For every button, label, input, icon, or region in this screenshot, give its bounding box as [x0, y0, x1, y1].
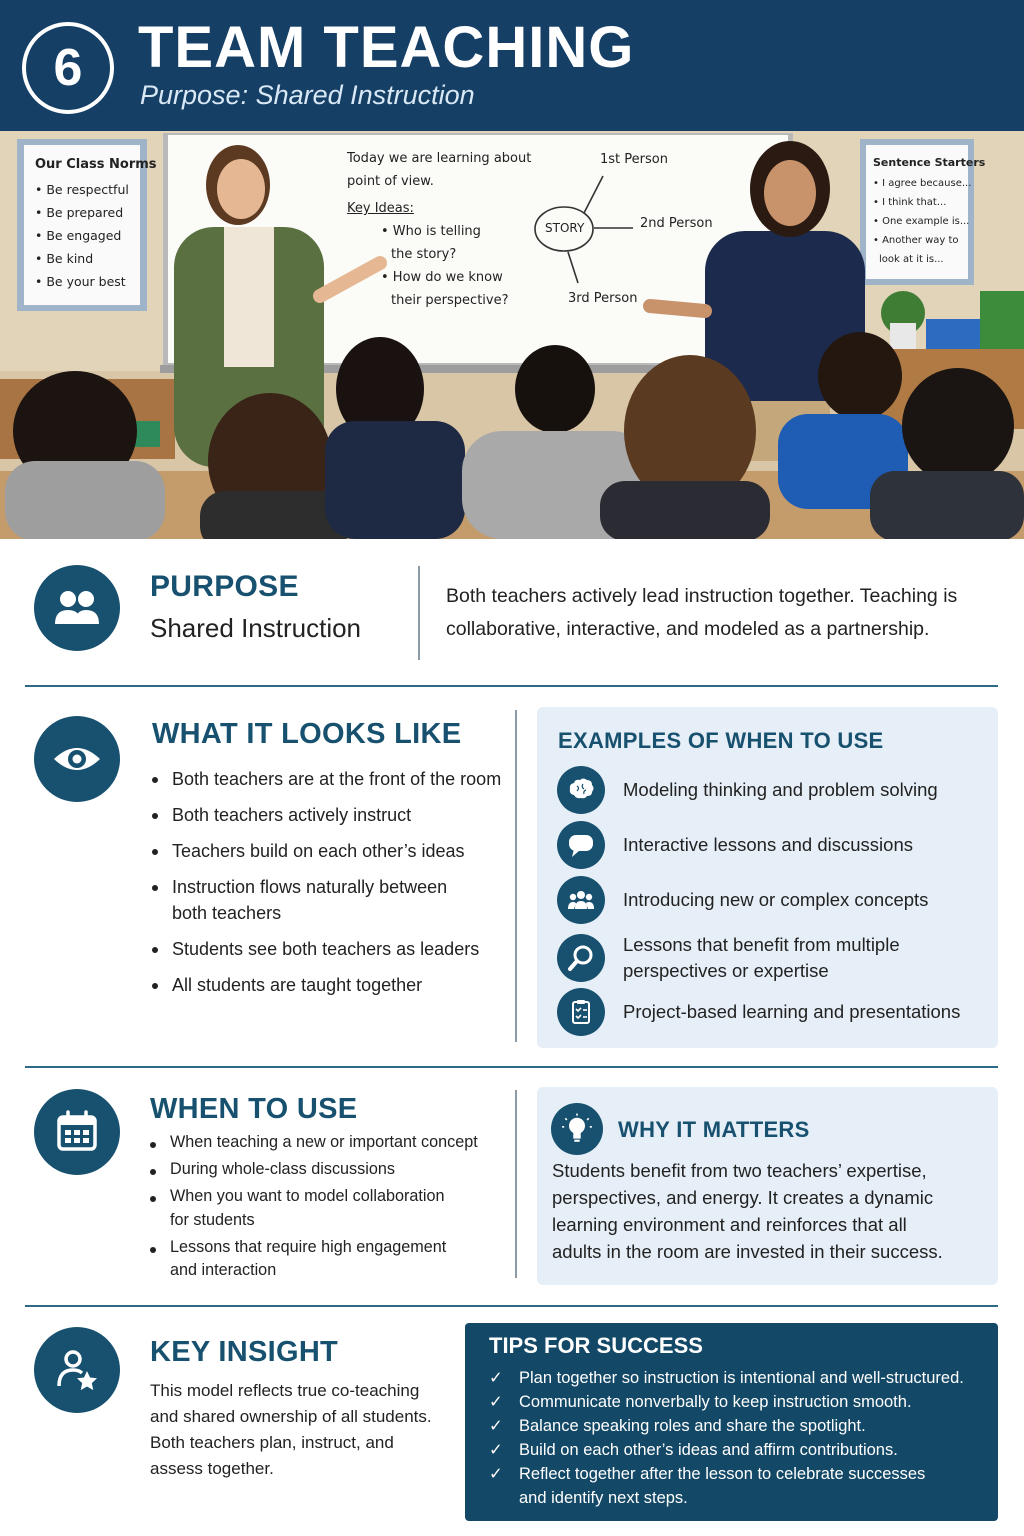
list-item: Both teachers are at the front of the room — [150, 766, 501, 792]
whiteboard-line: Today we are learning about — [347, 151, 532, 166]
list-item: Teachers build on each other’s ideas — [150, 838, 501, 864]
section-divider — [25, 1066, 998, 1068]
sentence-starter-item: • I think that... — [873, 197, 947, 208]
checkmark-icon: ✓ — [489, 1441, 503, 1459]
checkmark-icon: ✓ — [489, 1393, 503, 1411]
looks-like-list — [150, 766, 501, 998]
section-number-badge: 6 — [22, 22, 114, 114]
example-text: Modeling thinking and problem solving — [623, 779, 938, 800]
chat-bubble-icon — [557, 821, 605, 869]
tip-item — [489, 1438, 989, 1462]
page-title: TEAM TEACHING — [138, 15, 635, 80]
why-matters-line: perspectives, and energy. It creates a dynamic — [552, 1187, 934, 1208]
tip-text: Communicate nonverbally to keep instruction smooth. — [519, 1393, 912, 1411]
tips-panel — [465, 1323, 998, 1521]
list-item: During whole-class discussions — [148, 1158, 478, 1182]
key-insight-line: This model reflects true co-teaching — [150, 1381, 420, 1400]
tip-item — [489, 1462, 989, 1486]
class-norm-item: • Be respectful — [35, 182, 129, 197]
page-subtitle: Purpose: Shared Instruction — [140, 80, 475, 110]
list-item: Lessons that require high engagement — [148, 1236, 478, 1260]
brain-icon — [557, 766, 605, 814]
sentence-starter-item: • One example is... — [873, 216, 970, 227]
sentence-starters-title: Sentence Starters — [873, 156, 986, 169]
whiteboard-lesson-text — [347, 147, 531, 312]
class-norms-poster — [35, 153, 157, 293]
list-item-continuation: for students — [170, 1210, 255, 1229]
class-norm-item: • Be prepared — [35, 205, 124, 220]
sentence-starter-item: • I agree because... — [873, 178, 972, 189]
group-icon — [557, 876, 605, 924]
why-matters-line: adults in the room are invested in their success. — [552, 1241, 943, 1262]
example-row — [557, 766, 938, 814]
list-item: Instruction flows naturally between — [150, 874, 501, 900]
key-insight-text — [150, 1378, 432, 1482]
why-matters-line: learning environment and reinforces that all — [552, 1214, 907, 1235]
tip-item — [489, 1390, 989, 1414]
list-item: When you want to model collaboration — [148, 1185, 478, 1209]
why-matters-text — [552, 1157, 943, 1265]
class-norm-item: • Be kind — [35, 251, 94, 266]
key-insight-line: Both teachers plan, instruct, and — [150, 1433, 394, 1452]
lightbulb-icon — [551, 1103, 603, 1155]
section-divider — [25, 1305, 998, 1307]
why-matters-line: Students benefit from two teachers’ expertise, — [552, 1160, 927, 1181]
looks-like-heading: WHAT IT LOOKS LIKE — [152, 718, 462, 750]
tips-heading: TIPS FOR SUCCESS — [489, 1333, 703, 1358]
why-matters-heading: WHY IT MATTERS — [618, 1117, 810, 1142]
tips-list — [489, 1366, 989, 1510]
checkmark-icon: ✓ — [489, 1417, 503, 1435]
example-text — [623, 932, 900, 984]
looks-like-divider — [515, 710, 517, 1042]
magnifier-icon — [557, 934, 605, 982]
purpose-description-line: collaborative, interactive, and modeled as a partnership. — [446, 618, 930, 640]
checkmark-icon: ✓ — [489, 1465, 503, 1483]
sentence-starter-item: • Another way to — [873, 235, 959, 246]
whiteboard-idea: the story? — [391, 247, 457, 262]
calendar-icon — [34, 1089, 120, 1175]
eye-icon — [34, 716, 120, 802]
list-item: When teaching a new or important concept — [148, 1131, 478, 1155]
class-norms-title: Our Class Norms — [35, 157, 157, 172]
sentence-starter-item: look at it is... — [879, 254, 944, 265]
example-text-line: Lessons that benefit from multiple — [623, 934, 900, 955]
example-text: Introducing new or complex concepts — [623, 889, 929, 910]
tip-item — [489, 1366, 989, 1390]
clipboard-icon — [557, 988, 605, 1036]
list-item-continuation: and interaction — [170, 1261, 277, 1279]
key-insight-heading: KEY INSIGHT — [150, 1336, 339, 1368]
example-row — [557, 876, 928, 924]
example-text-line: perspectives or expertise — [623, 960, 829, 981]
list-item-continuation: both teachers — [172, 903, 282, 923]
first-person-label: 1st Person — [600, 152, 668, 167]
when-to-use-divider — [515, 1090, 517, 1278]
example-row — [557, 932, 900, 984]
example-row — [557, 988, 960, 1036]
whiteboard-idea: their perspective? — [391, 293, 509, 308]
key-insight-line: assess together. — [150, 1459, 274, 1478]
example-text: Project-based learning and presentations — [623, 1001, 961, 1022]
tip-text: Balance speaking roles and share the spotlight. — [519, 1417, 866, 1435]
list-item: All students are taught together — [150, 972, 501, 998]
section-divider — [25, 685, 998, 687]
class-norm-item: • Be engaged — [35, 228, 122, 243]
whiteboard-idea: • Who is telling — [381, 224, 481, 239]
third-person-label: 3rd Person — [568, 291, 638, 306]
sentence-starters-poster — [873, 153, 985, 269]
people-icon — [34, 565, 120, 651]
checkmark-icon: ✓ — [489, 1369, 503, 1387]
purpose-description — [446, 580, 957, 646]
tip-text: and identify next steps. — [519, 1489, 688, 1507]
key-insight-line: and shared ownership of all students. — [150, 1407, 432, 1426]
tip-text: Reflect together after the lesson to celebrate successes — [519, 1465, 926, 1483]
purpose-subheading: Shared Instruction — [150, 613, 362, 643]
examples-panel — [537, 707, 998, 1048]
list-item: Students see both teachers as leaders — [150, 936, 501, 962]
example-row — [557, 821, 913, 869]
header-banner — [0, 0, 1024, 131]
class-norm-item: • Be your best — [35, 274, 126, 289]
classroom-photo — [0, 131, 1024, 539]
why-matters-panel — [537, 1087, 998, 1285]
purpose-description-line: Both teachers actively lead instruction together. Teaching is — [446, 585, 958, 607]
whiteboard-idea: • How do we know — [381, 270, 503, 285]
tip-text: Build on each other’s ideas and affirm contributions. — [519, 1441, 898, 1459]
tip-item-continuation — [489, 1486, 989, 1510]
tip-item — [489, 1414, 989, 1438]
whiteboard-line: point of view. — [347, 174, 434, 189]
when-to-use-list — [148, 1131, 478, 1283]
examples-heading: EXAMPLES OF WHEN TO USE — [558, 728, 884, 753]
second-person-label: 2nd Person — [640, 216, 713, 231]
whiteboard-key-ideas: Key Ideas: — [347, 201, 414, 216]
story-label: STORY — [545, 221, 585, 235]
person-star-icon — [34, 1327, 120, 1413]
purpose-divider — [418, 566, 420, 660]
tip-text: Plan together so instruction is intentional and well-structured. — [519, 1369, 964, 1387]
when-to-use-heading: WHEN TO USE — [150, 1093, 358, 1125]
list-item: Both teachers actively instruct — [150, 802, 501, 828]
example-text: Interactive lessons and discussions — [623, 834, 913, 855]
purpose-heading: PURPOSE — [150, 570, 299, 603]
